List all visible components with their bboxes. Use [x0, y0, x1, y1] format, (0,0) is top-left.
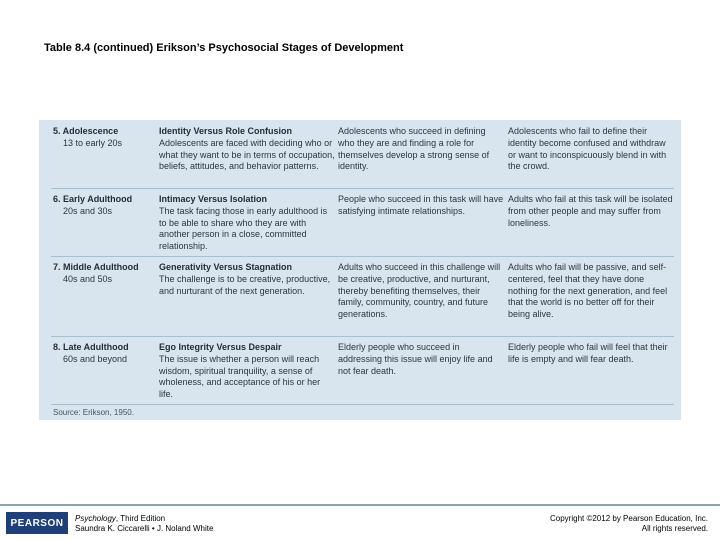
crisis-cell: [159, 342, 335, 401]
table-row: [51, 256, 674, 337]
stage-name: 6. Early Adulthood: [53, 194, 133, 204]
stage-cell: [53, 262, 157, 286]
stage-name: 7. Middle Adulthood: [53, 262, 139, 272]
crisis-title: Identity Versus Role Confusion: [159, 126, 293, 136]
rights-line: All rights reserved.: [641, 524, 708, 533]
erikson-stages-table: [39, 120, 681, 420]
failure-cell: Adults who fail will be passive, and self-centered, feel that they have done nothing for the next generation, and feel that the world is no better off for their being alive.: [508, 262, 668, 320]
logo-text: PEARSON: [10, 517, 64, 529]
crisis-title: Intimacy Versus Isolation: [159, 194, 268, 204]
book-title: Psychology: [75, 514, 116, 523]
failure-cell: Adolescents who fail to define their identity become confused and withdraw or want to inconspicuously blend in with the crowd.: [508, 126, 667, 172]
table-source: Source: Erikson, 1950.: [53, 408, 134, 417]
stage-age: 60s and beyond: [63, 353, 128, 364]
crisis-cell: [159, 194, 335, 253]
stage-name: 8. Late Adulthood: [53, 342, 129, 352]
stage-cell: [53, 126, 157, 150]
success-cell: People who succeed in this task will have satisfying intimate relationships.: [338, 194, 504, 216]
slide-title: Table 8.4 (continued) Erikson’s Psychosocial Stages of Development: [44, 42, 404, 54]
stage-age: 13 to early 20s: [63, 137, 123, 148]
crisis-description: The issue is whether a person will reach wisdom, spiritual tranquility, a sense of wholeness, and acceptance of his or her life.: [159, 353, 321, 400]
book-info: [75, 514, 213, 534]
stage-cell: [53, 342, 157, 366]
table-row: [51, 336, 674, 405]
crisis-cell: [159, 126, 335, 173]
success-cell: Elderly people who succeed in addressing this issue will enjoy life and not fear death.: [338, 342, 493, 376]
stage-age: 40s and 50s: [63, 273, 113, 284]
book-authors: Saundra K. Ciccarelli • J. Noland White: [75, 524, 214, 533]
stage-age: 20s and 30s: [63, 205, 113, 216]
stage-name: 5. Adolescence: [53, 126, 119, 136]
crisis-description: The challenge is to be creative, productive, and nurturant of the next generation.: [159, 273, 331, 296]
crisis-title: Ego Integrity Versus Despair: [159, 342, 282, 352]
crisis-description: The task facing those in early adulthood is to be able to share who they are with another person in a close, committed relationship.: [159, 205, 328, 252]
failure-cell: Adults who fail at this task will be isolated from other people and may suffer from loneliness.: [508, 194, 673, 228]
stage-cell: [53, 194, 157, 218]
table-row: [51, 120, 674, 189]
book-edition: , Third Edition: [115, 514, 166, 523]
crisis-cell: [159, 262, 335, 297]
table-row: [51, 188, 674, 257]
success-cell: Adults who succeed in this challenge will be creative, productive, and nurturant, thereby benefiting themselves, their family, community, country, and future generations.: [338, 262, 501, 320]
copyright-notice: [550, 514, 708, 534]
footer-divider: [0, 504, 720, 506]
crisis-description: Adolescents are faced with deciding who or what they want to be in terms of occupation, beliefs, attitudes, and behavior patterns.: [159, 137, 335, 172]
crisis-title: Generativity Versus Stagnation: [159, 262, 293, 272]
pearson-logo: [6, 512, 68, 534]
failure-cell: Elderly people who fail will feel that their life is empty and will fear death.: [508, 342, 668, 364]
copyright-line: Copyright ©2012 by Pearson Education, Inc.: [550, 514, 708, 523]
success-cell: Adolescents who succeed in defining who they are and finding a role for themselves develop a strong sense of identity.: [338, 126, 490, 172]
